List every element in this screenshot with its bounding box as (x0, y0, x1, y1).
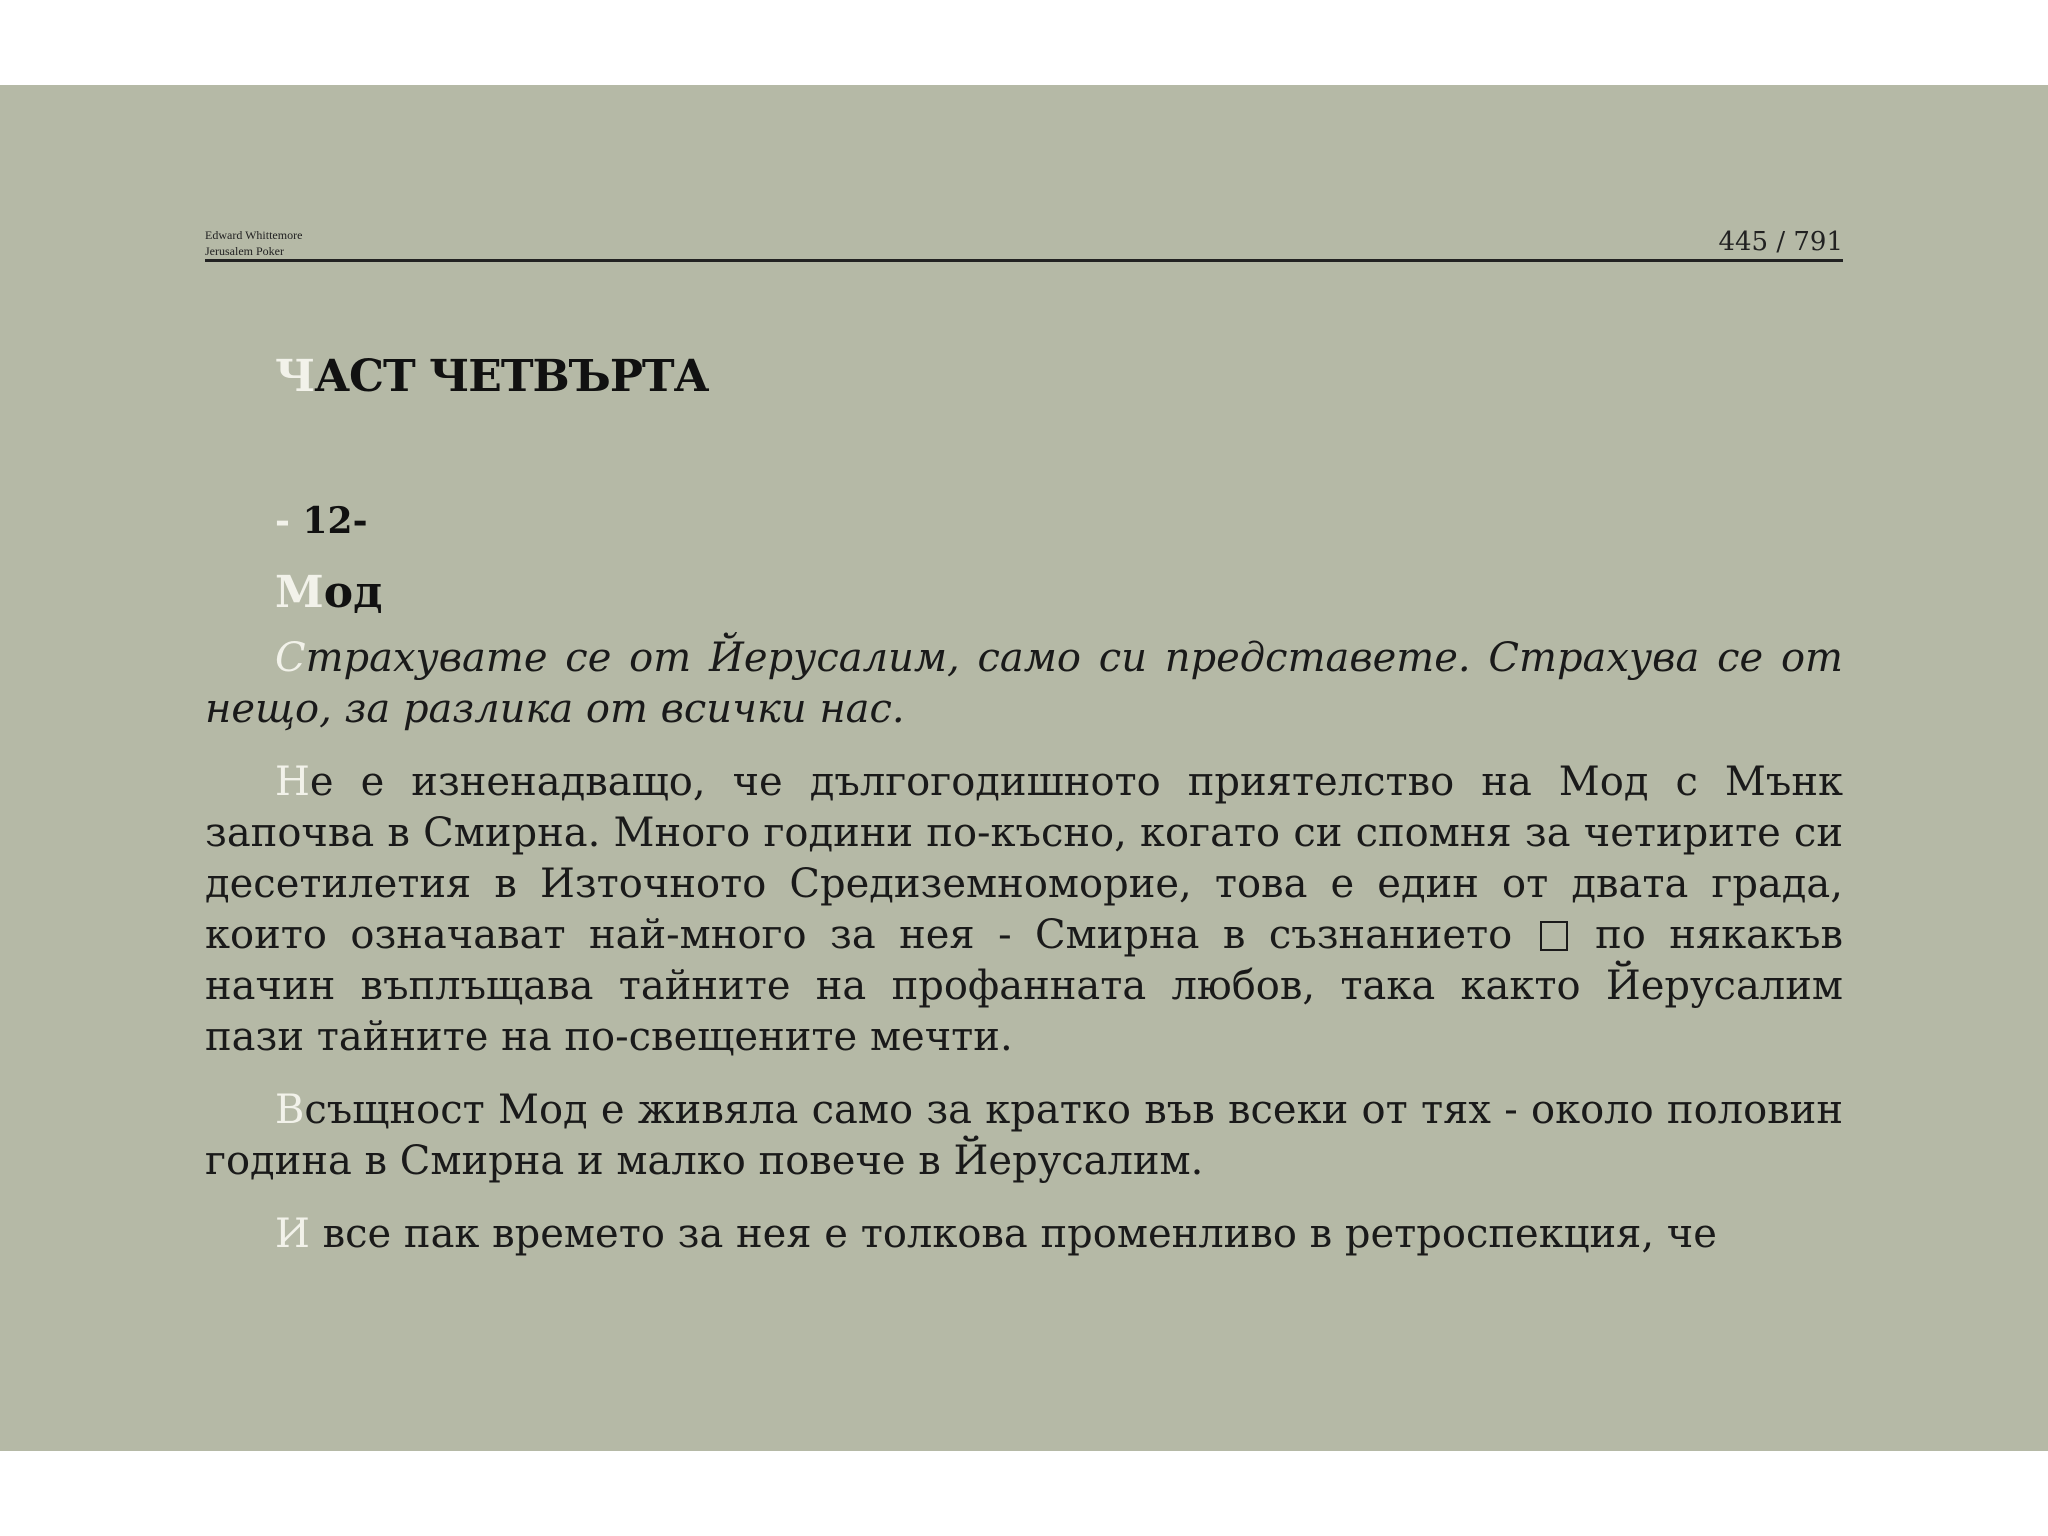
author-name: Edward Whittemore (205, 228, 303, 242)
chapter-number (275, 493, 1843, 549)
paragraph-text: все пак времето за нея е толкова променливо в ретроспекция, че (309, 1211, 1717, 1257)
paragraph-initial: И (275, 1211, 310, 1257)
page-header (205, 221, 1843, 262)
book-title: Jerusalem Poker (205, 244, 284, 258)
chapter-number-prefix: - (275, 500, 303, 542)
missing-glyph-box-icon (1540, 921, 1568, 951)
chapter-title (275, 563, 1843, 623)
chapter-number-suffix: - (352, 500, 368, 542)
paragraph-initial: В (275, 1087, 305, 1133)
paragraph-initial: Н (275, 759, 310, 805)
body-paragraph (205, 757, 1843, 1063)
part-title (275, 347, 1843, 407)
body-paragraph (205, 1085, 1843, 1187)
body-paragraph (205, 1209, 1843, 1260)
paragraph-text: същност Мод е живяла само за кратко във всеки от тях - около половин година в Смирна и малко повече в Йерусалим. (205, 1087, 1843, 1184)
paragraph-text: е е изненадващо, че дългогодишното приятелство на Мод с Мънк започва в Смирна. Много години по-късно, когато си спомня за четирите си десетилетия в Източното Средиземноморие, това е един от двата града, които означават най-много за нея - Смирна в съзнанието (205, 759, 1843, 958)
paragraph-text-continued: по някакъв начин въплъщава тайните на профанната любов, така както Йерусалим пази тайните на по-свещените мечти. (205, 912, 1844, 1060)
reader-page (0, 85, 2048, 1451)
chapter-title-text: од (323, 567, 383, 618)
page-content (205, 347, 1843, 1260)
chapter-number-value: 12 (302, 500, 353, 542)
chapter-title-initial: М (275, 567, 324, 618)
epigraph-paragraph (205, 633, 1843, 735)
part-title-text: АСТ ЧЕТВЪРТА (314, 351, 709, 402)
paragraph-initial: С (275, 635, 306, 681)
book-meta (205, 227, 302, 259)
page-indicator: 445 / 791 (1718, 227, 1843, 257)
part-title-initial: Ч (275, 351, 315, 402)
paragraph-text: трахувате се от Йерусалим, само си представете. Страхува се от нещо, за разлика от всички нас. (205, 635, 1843, 732)
